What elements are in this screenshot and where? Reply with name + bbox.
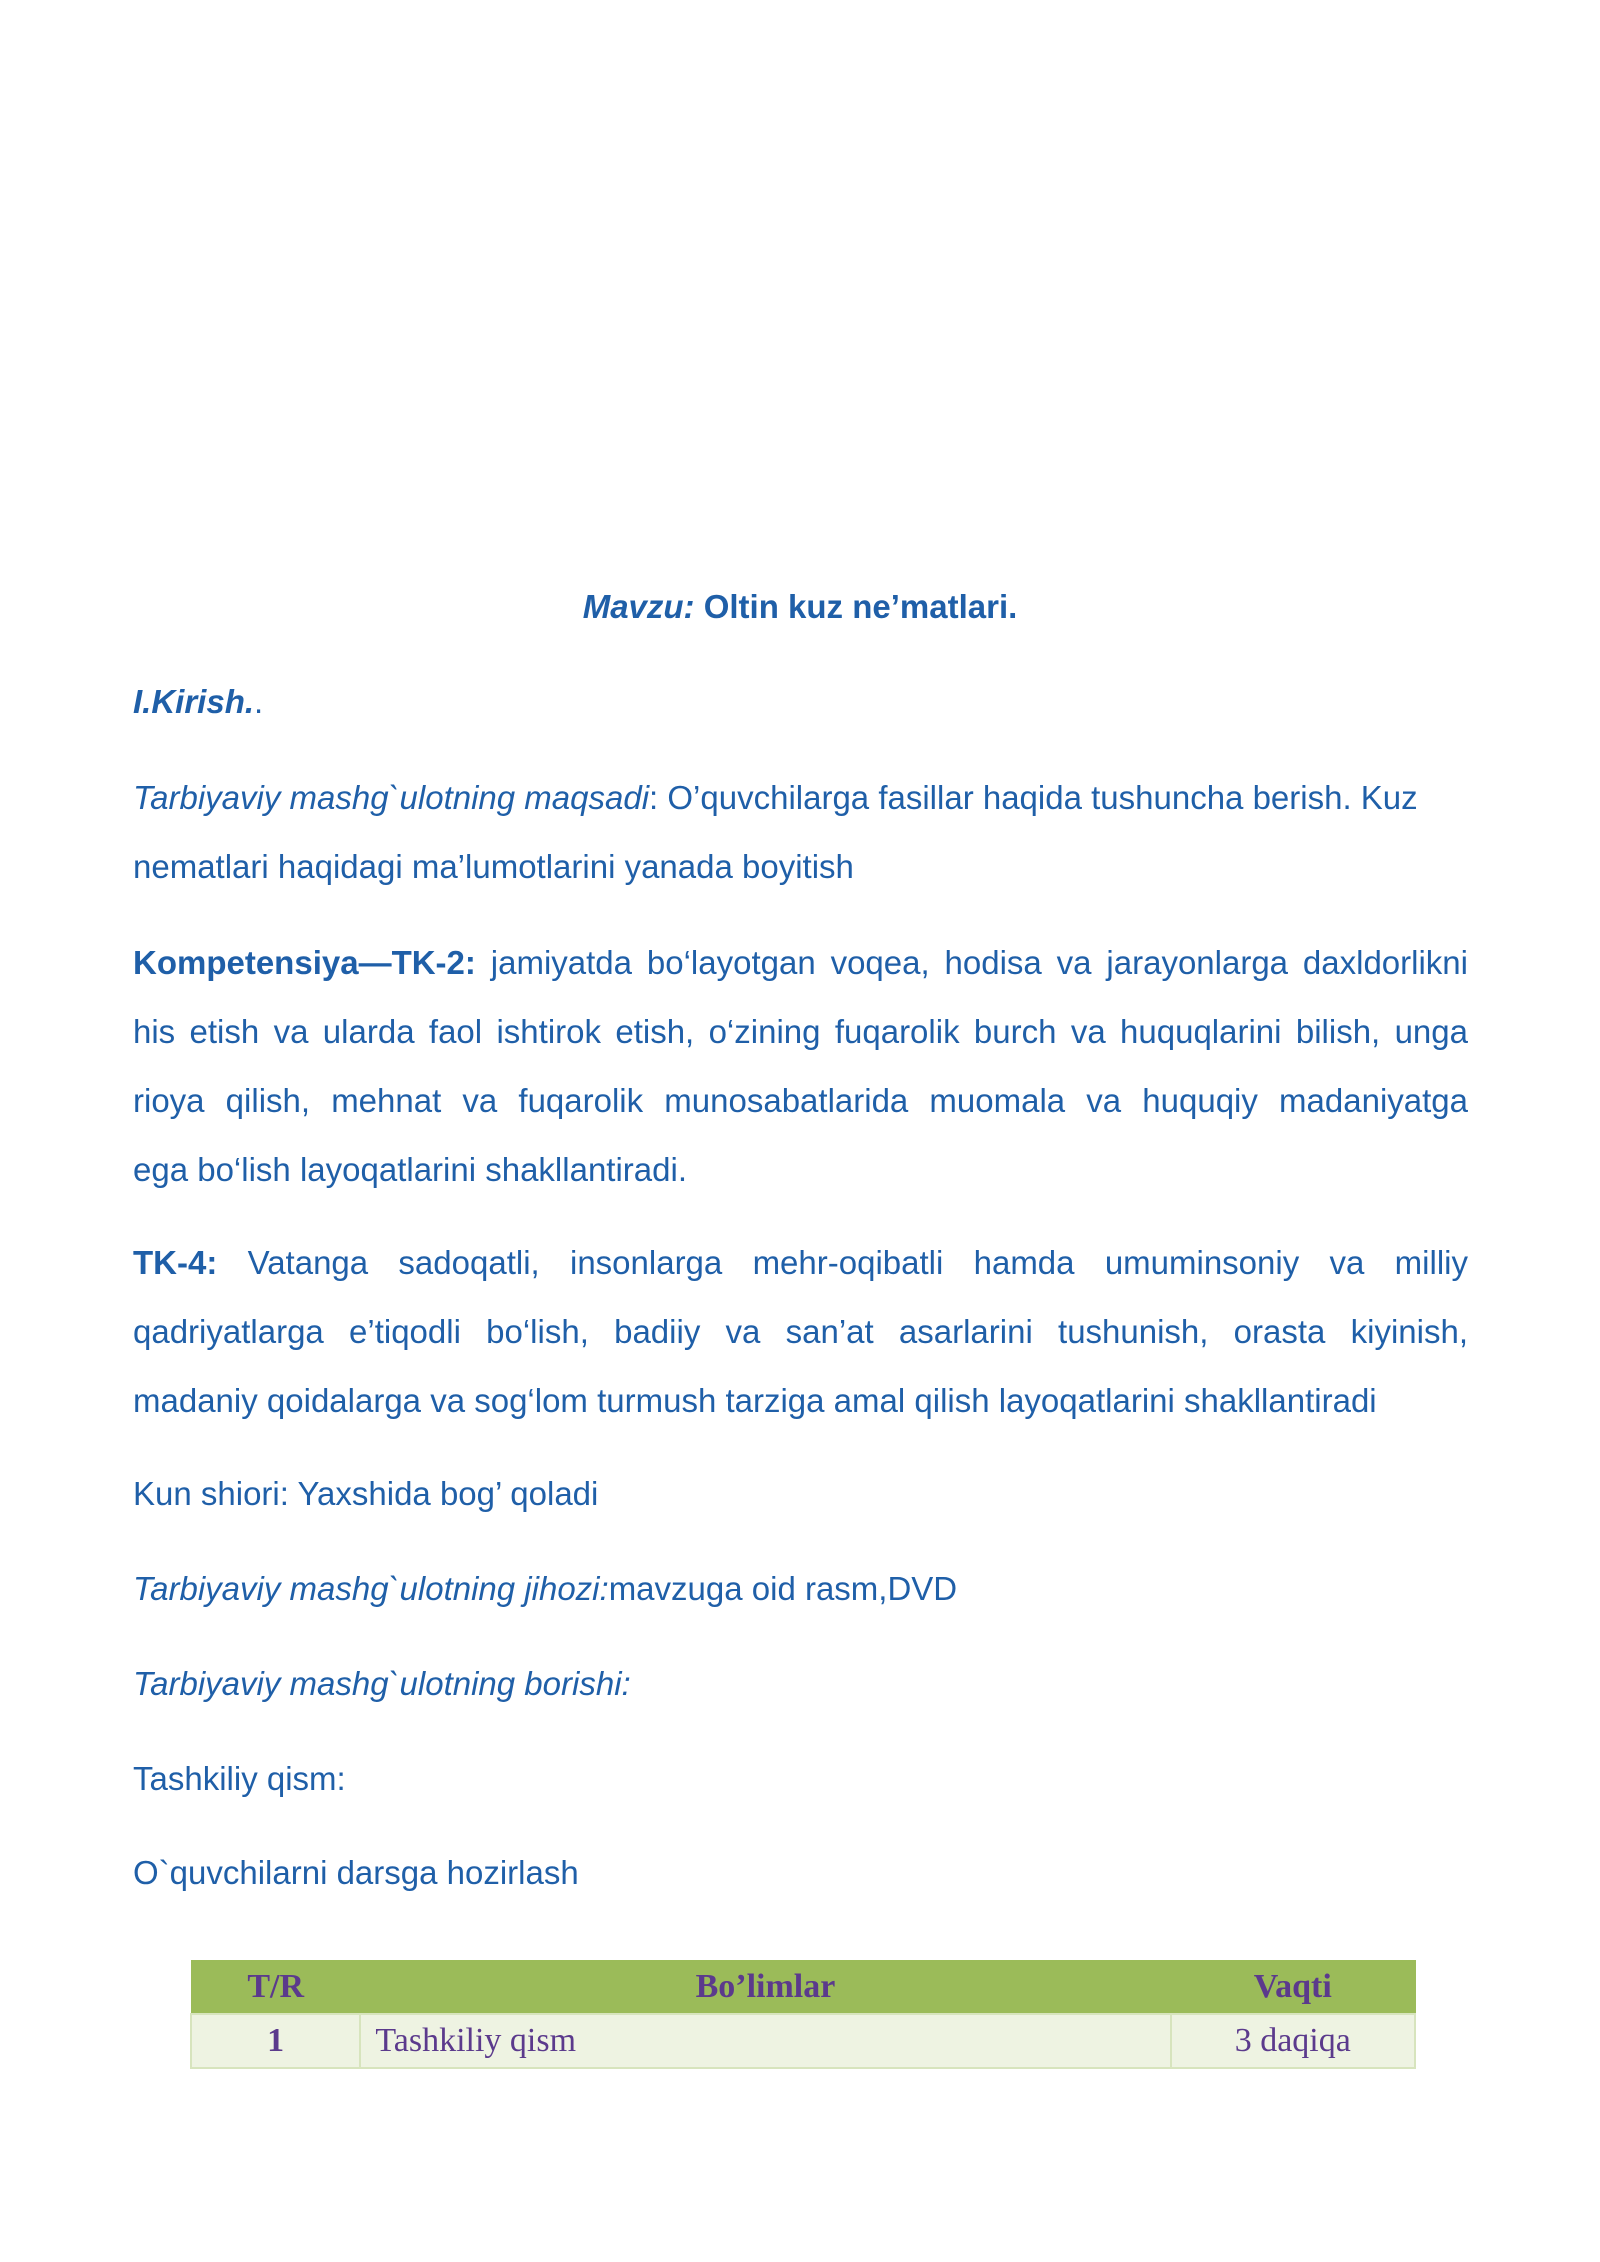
tk2-text-4: ega bo‘lish layoqatlarini shakllantiradi. <box>133 1151 687 1188</box>
tk2-line-4 <box>133 1150 1468 1190</box>
row-time: 3 daqiqa <box>1171 2014 1415 2068</box>
table-header-row <box>191 1961 1415 2015</box>
equipment-label: Tarbiyaviy mashg`ulotning jihozi: <box>133 1570 609 1607</box>
header-time: Vaqti <box>1171 1961 1415 2015</box>
org-part: Tashkiliy qism: <box>133 1760 346 1797</box>
tk2-text-1: jamiyatda bo‘layotgan voqea, hodisa va jarayonlarga daxldorlikni <box>475 944 1468 981</box>
page-title <box>0 587 1600 627</box>
tk2-line-2 <box>133 1012 1468 1052</box>
goal-line-1 <box>133 778 1468 818</box>
intro-heading-line <box>133 682 1468 722</box>
title-label: Mavzu: <box>582 588 695 625</box>
tk2-text-3: rioya qilish, mehnat va fuqarolik munosabatlarida muomala va huquqiy madaniyatga <box>133 1082 1468 1119</box>
header-tr: T/R <box>191 1961 360 2015</box>
goal-label: Tarbiyaviy mashg`ulotning maqsadi <box>133 779 650 816</box>
prepare-text: O`quvchilarni darsga hozirlash <box>133 1854 579 1891</box>
table-row <box>191 2014 1415 2068</box>
tk4-label: TK-4: <box>133 1244 218 1281</box>
motto: Kun shiori: Yaxshida bog’ qoladi <box>133 1475 599 1512</box>
tk2-line-3 <box>133 1081 1468 1121</box>
goal-line-2 <box>133 847 1468 887</box>
equipment-value: mavzuga oid rasm,DVD <box>608 1570 958 1607</box>
equipment-line <box>133 1569 1468 1609</box>
row-number: 1 <box>191 2014 360 2068</box>
intro-suffix: . <box>254 683 264 720</box>
header-sections: Bo’limlar <box>360 1961 1170 2015</box>
tk2-label: Kompetensiya—TK-2: <box>133 944 476 981</box>
intro-heading: I.Kirish. <box>133 683 255 720</box>
tk4-line-3 <box>133 1381 1468 1421</box>
org-part-line <box>133 1759 1468 1799</box>
motto-line <box>133 1474 1468 1514</box>
tk2-line-1 <box>133 943 1468 983</box>
tk4-line-2 <box>133 1312 1468 1352</box>
prepare-line <box>133 1853 1468 1893</box>
course-heading: Tarbiyaviy mashg`ulotning borishi: <box>133 1665 631 1702</box>
goal-text-1: : O’quvchilarga fasillar haqida tushuncha berish. Kuz <box>649 779 1418 816</box>
row-section: Tashkiliy qism <box>360 2014 1170 2068</box>
tk4-text-2: qadriyatlarga e’tiqodli bo‘lish, badiiy va san’at asarlarini tushunish, orasta kiyinish, <box>133 1313 1468 1350</box>
schedule-table <box>190 1960 1416 2069</box>
tk4-text-1: Vatanga sadoqatli, insonlarga mehr-oqibatli hamda umuminsoniy va milliy <box>217 1244 1468 1281</box>
course-line <box>133 1664 1468 1704</box>
tk2-text-2: his etish va ularda faol ishtirok etish, o‘zining fuqarolik burch va huquqlarini bilish, unga <box>133 1013 1468 1050</box>
goal-text-2: nematlari haqidagi ma’lumotlarini yanada boyitish <box>133 848 854 885</box>
tk4-line-1 <box>133 1243 1468 1283</box>
tk4-text-3: madaniy qoidalarga va sog‘lom turmush tarziga amal qilish layoqatlarini shakllantiradi <box>133 1382 1377 1419</box>
title-text: Oltin kuz ne’matlari. <box>694 588 1018 625</box>
